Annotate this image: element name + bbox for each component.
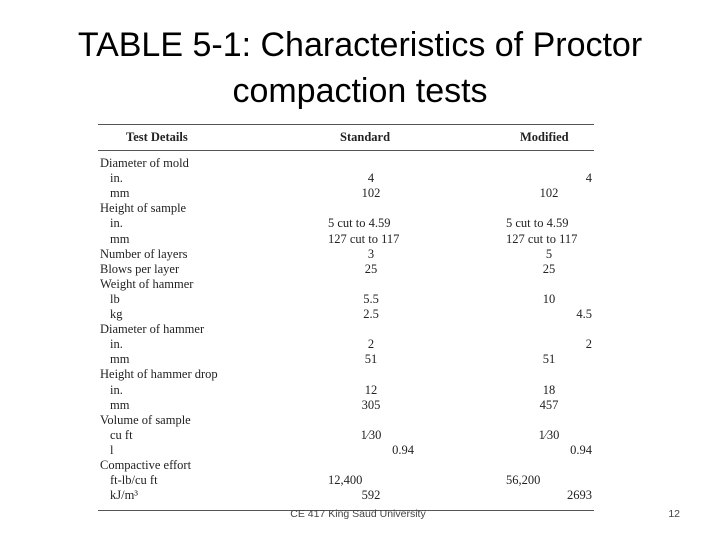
- table-row: [98, 201, 594, 216]
- modified-value: 2: [585, 337, 592, 352]
- row-label: Height of sample: [100, 201, 187, 216]
- standard-value: 1⁄30: [360, 427, 382, 442]
- standard-value: 51: [364, 352, 378, 367]
- modified-value: 4.5: [576, 307, 592, 321]
- table-row: [98, 428, 594, 443]
- row-label: l: [110, 442, 114, 457]
- row-label: kJ/m³: [110, 488, 139, 503]
- row-label: Volume of sample: [100, 412, 191, 427]
- standard-value: 3: [367, 246, 375, 261]
- slide-title-line-1: TABLE 5-1: Characteristics of Proctor: [77, 26, 643, 64]
- standard-value: 4: [367, 171, 375, 186]
- modified-value: 4: [585, 171, 592, 186]
- proctor-table: [98, 124, 594, 512]
- table-top-rule: [98, 124, 594, 125]
- modified-value: 1⁄30: [538, 427, 560, 442]
- table-row: [98, 473, 594, 488]
- row-label: in.: [110, 337, 123, 352]
- page-number: 12: [668, 508, 680, 520]
- table-row: [98, 458, 594, 473]
- table-row: [98, 171, 594, 186]
- modified-value: 5: [545, 246, 553, 261]
- row-label: ft-lb/cu ft: [110, 473, 158, 488]
- header-test-details: Test Details: [126, 130, 188, 144]
- slide-title: [0, 22, 720, 114]
- standard-value: 2: [367, 337, 375, 352]
- table-row: [98, 337, 594, 352]
- table-row: [98, 232, 594, 247]
- row-label: Number of layers: [100, 246, 188, 261]
- row-label: in.: [110, 216, 123, 231]
- standard-value: 592: [361, 488, 381, 503]
- table-row: [98, 352, 594, 367]
- row-label: in.: [110, 171, 123, 186]
- table-row: [98, 367, 594, 382]
- row-label: Blows per layer: [100, 261, 180, 276]
- row-label: mm: [110, 231, 130, 246]
- modified-value: 0.94: [570, 442, 592, 457]
- modified-value: 56,200: [506, 473, 541, 488]
- table-row: [98, 156, 594, 171]
- table-row: [98, 443, 594, 458]
- header-modified: Modified: [520, 130, 569, 144]
- modified-value: 457: [539, 397, 559, 412]
- modified-value: 18: [542, 382, 556, 397]
- table-row: [98, 216, 594, 231]
- modified-value: 5 cut to 4.59: [506, 216, 569, 231]
- standard-value: 102: [361, 186, 381, 201]
- table-row: [98, 398, 594, 413]
- standard-value: 5.5: [363, 291, 379, 306]
- table-row: [98, 277, 594, 292]
- row-label: in.: [110, 382, 123, 397]
- row-label: Diameter of hammer: [100, 322, 205, 337]
- row-label: mm: [110, 186, 130, 201]
- row-label: cu ft: [110, 427, 133, 442]
- modified-value: 102: [539, 186, 559, 201]
- table-row: [98, 292, 594, 307]
- row-label: mm: [110, 397, 130, 412]
- standard-value: 127 cut to 117: [328, 231, 400, 246]
- standard-value: 305: [361, 397, 381, 412]
- row-label: Weight of hammer: [100, 276, 194, 291]
- standard-value: 25: [364, 261, 378, 276]
- slide-title-line-2: compaction tests: [232, 72, 488, 110]
- row-label: lb: [110, 291, 120, 306]
- table-row: [98, 383, 594, 398]
- header-bottom-rule: [98, 150, 594, 151]
- footer-text: CE 417 King Saud University: [290, 508, 426, 520]
- row-label: mm: [110, 352, 130, 367]
- standard-value: 5 cut to 4.59: [328, 216, 391, 231]
- standard-value: 2.5: [363, 307, 379, 321]
- row-label: kg: [110, 307, 123, 321]
- table-row: [98, 247, 594, 262]
- modified-value: 10: [542, 291, 556, 306]
- table-row: [98, 413, 594, 428]
- modified-value: 25: [542, 261, 556, 276]
- modified-value: 2693: [567, 488, 592, 503]
- modified-value: 127 cut to 117: [506, 231, 578, 246]
- standard-value: 12: [364, 382, 378, 397]
- row-label: Diameter of mold: [100, 156, 189, 170]
- row-label: Height of hammer drop: [100, 367, 218, 382]
- table-row: [98, 262, 594, 277]
- table-row: [98, 322, 594, 337]
- modified-value: 51: [542, 352, 556, 367]
- standard-value: 0.94: [392, 442, 414, 457]
- table-row: [98, 307, 594, 322]
- table-row: [98, 186, 594, 201]
- header-standard: Standard: [340, 130, 391, 144]
- standard-value: 12,400: [328, 473, 363, 488]
- table-row: [98, 488, 594, 503]
- row-label: Compactive effort: [100, 458, 192, 472]
